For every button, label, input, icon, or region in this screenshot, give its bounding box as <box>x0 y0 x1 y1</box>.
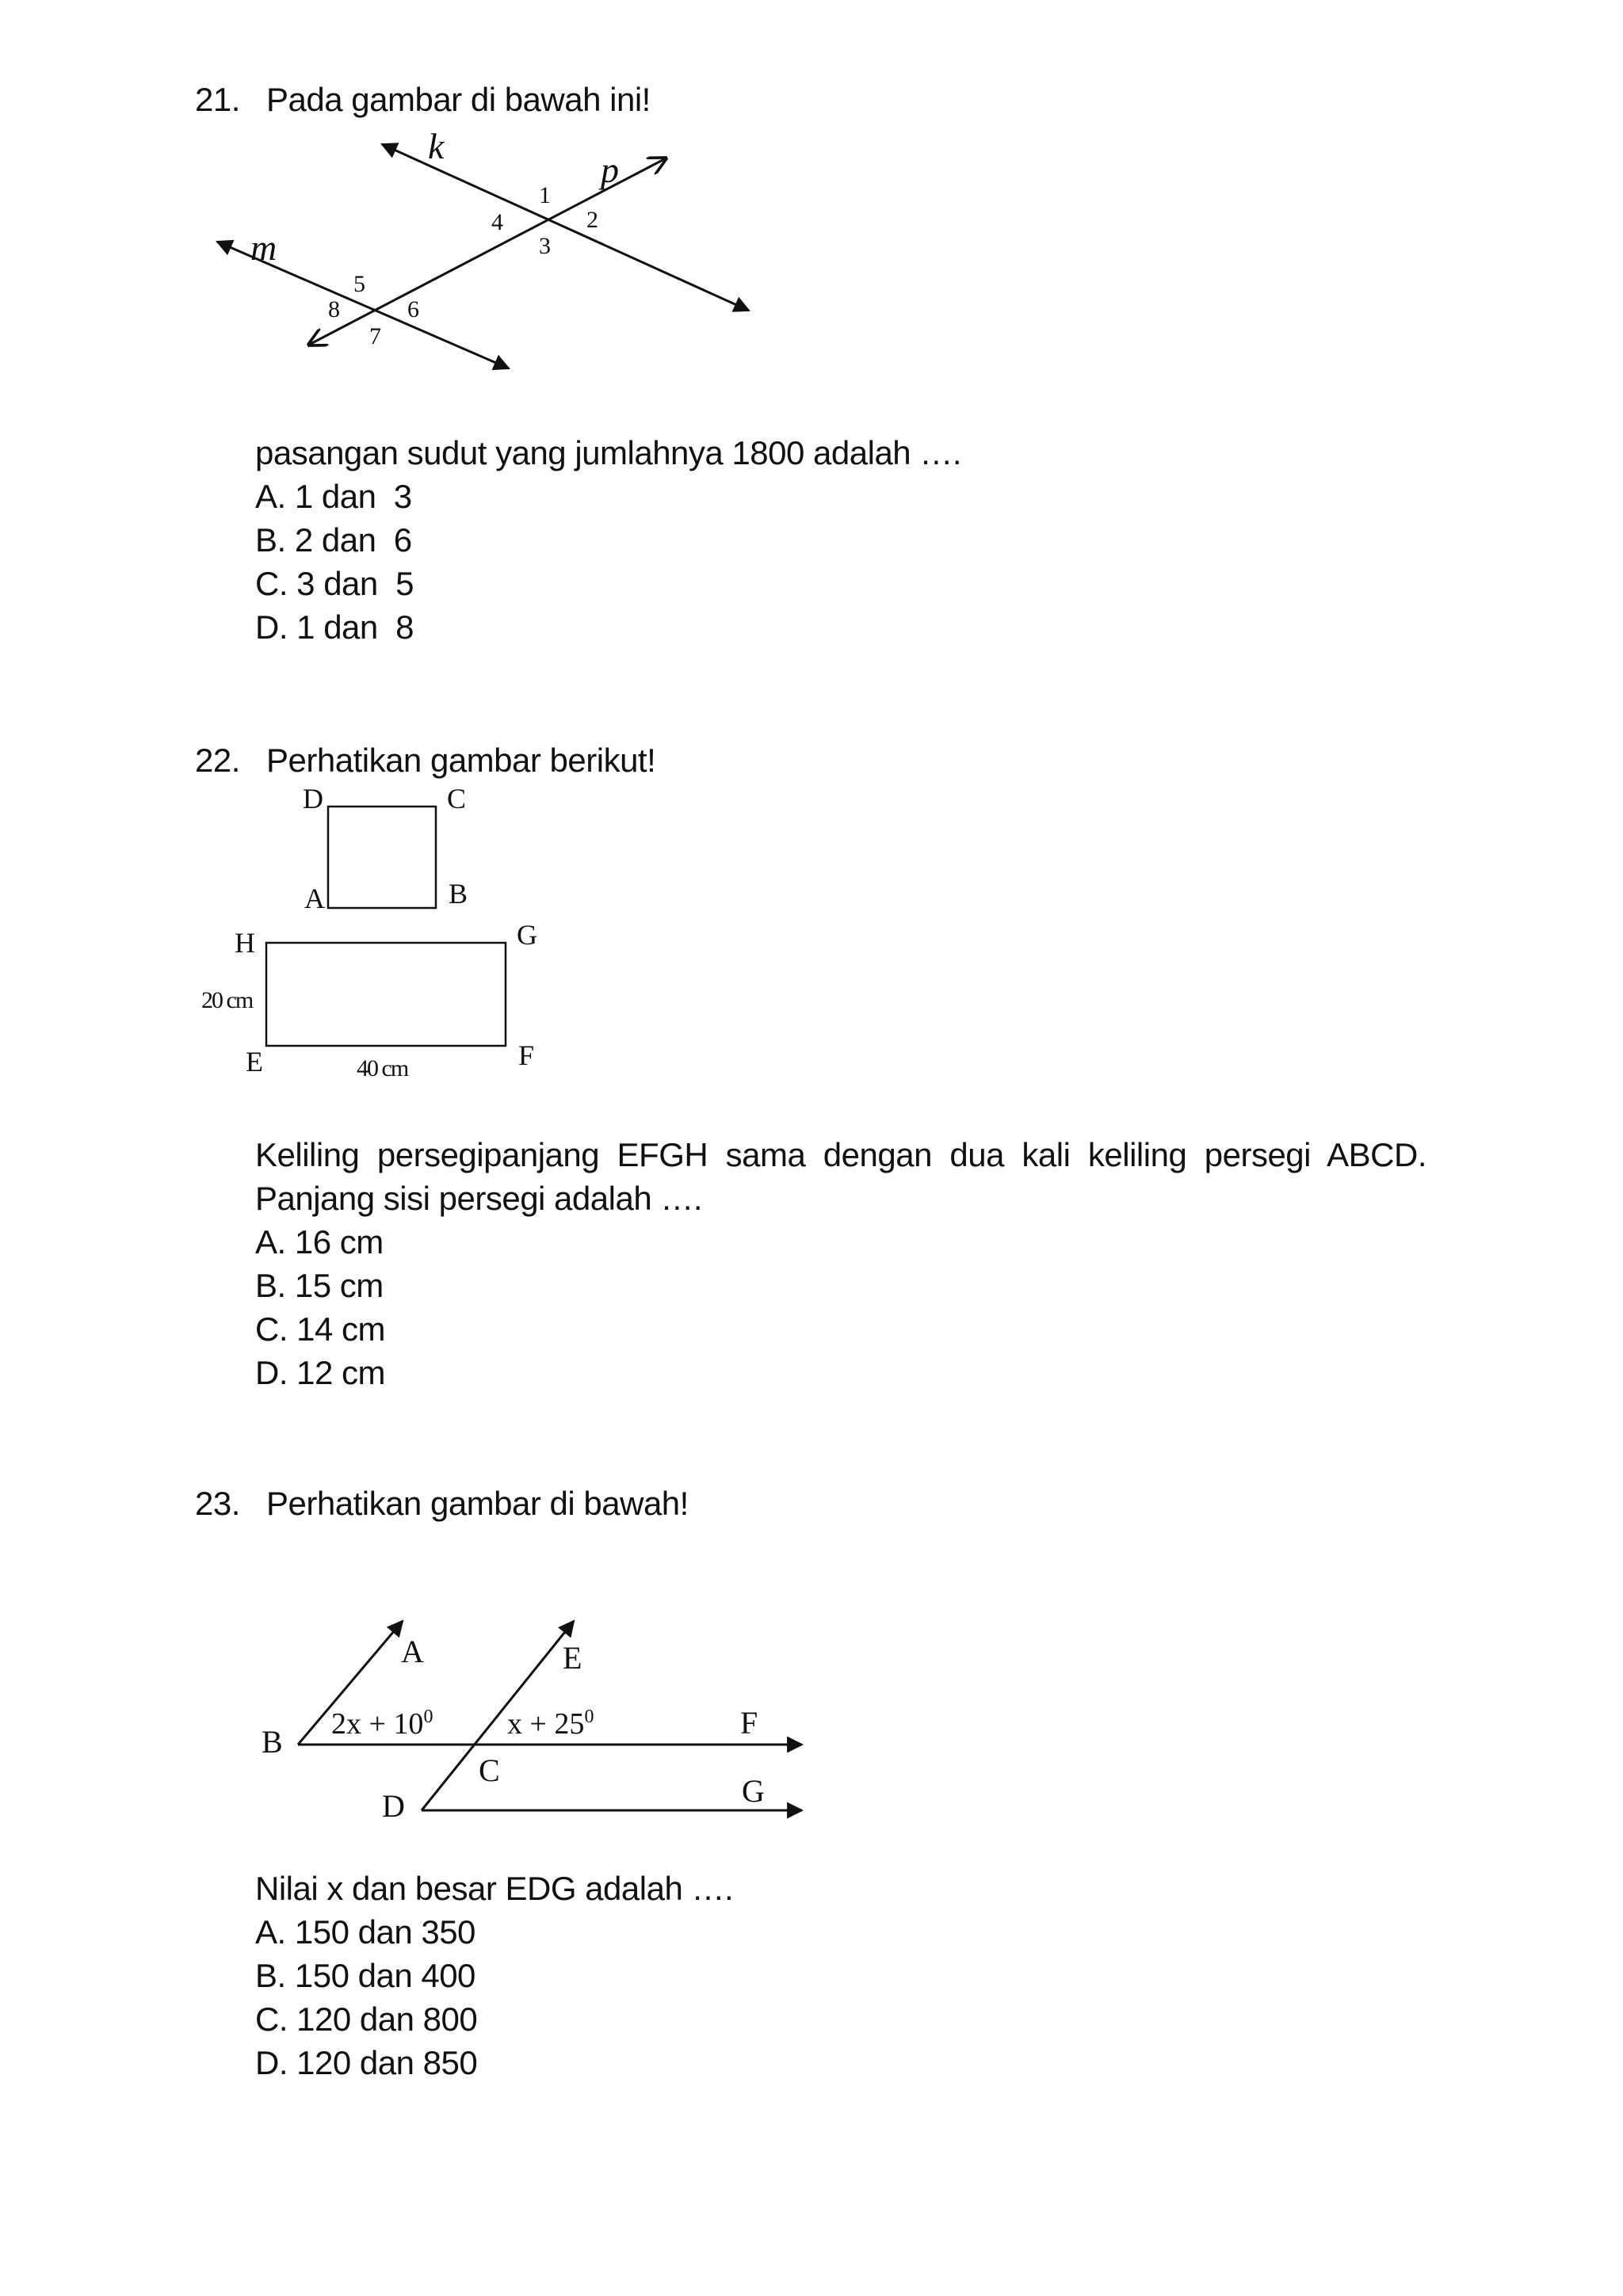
q22-option-a: A. 16 cm <box>255 1223 384 1261</box>
q22-title: Perhatikan gambar berikut! <box>266 742 656 779</box>
label-E: E <box>563 1640 582 1676</box>
q23-figure <box>246 1608 816 1846</box>
angle-7: 7 <box>369 323 381 349</box>
q21-stem: pasangan sudut yang jumlahnya 1800 adalah …. <box>255 434 962 471</box>
angle-1: 1 <box>539 182 551 208</box>
q21-option-c: C. 3 dan 5 <box>255 565 414 602</box>
q23-title: Perhatikan gambar di bawah! <box>266 1485 689 1522</box>
q21-number: 21. <box>195 81 240 118</box>
angle-4: 4 <box>491 209 503 235</box>
angle-2: 2 <box>586 207 598 233</box>
q22-stem-line2: Panjang sisi persegi adalah …. <box>255 1180 703 1217</box>
q22-number: 22. <box>195 742 240 779</box>
angle-expr-1: $2x + 10^0$ <box>331 1707 433 1741</box>
label-m: m <box>250 227 277 268</box>
label-bottom-40cm: 40 cm <box>357 1055 408 1081</box>
q21-option-d: D. 1 dan 8 <box>255 608 414 646</box>
q23-option-a: A. 150 dan 350 <box>255 1913 475 1951</box>
line-k <box>382 144 749 311</box>
angle-6: 6 <box>407 296 419 322</box>
q21-option-b: B. 2 dan 6 <box>255 521 412 559</box>
q21-figure <box>198 127 769 388</box>
label-G: G <box>517 919 537 951</box>
label-B: B <box>262 1724 283 1760</box>
angle-8: 8 <box>328 296 340 322</box>
q22-option-d: D. 12 cm <box>255 1354 386 1391</box>
label-A: A <box>401 1634 424 1669</box>
label-A: A <box>304 883 325 914</box>
label-k: k <box>428 127 445 166</box>
q22-option-b: B. 15 cm <box>255 1267 384 1304</box>
label-F: F <box>518 1039 535 1071</box>
label-F: F <box>740 1705 758 1741</box>
angle-5: 5 <box>353 271 365 297</box>
angle-3: 3 <box>539 233 551 259</box>
angle-expr-2: $x + 25^0$ <box>507 1707 594 1741</box>
label-G: G <box>742 1773 765 1809</box>
label-H: H <box>235 927 255 959</box>
q21-title: Pada gambar di bawah ini! <box>266 81 651 118</box>
label-side-20cm: 20 cm <box>201 987 253 1013</box>
label-C: C <box>447 784 467 814</box>
label-E: E <box>246 1046 263 1077</box>
q22-option-c: C. 14 cm <box>255 1310 386 1348</box>
label-B: B <box>449 878 468 910</box>
label-p: p <box>601 150 619 190</box>
q23-stem: Nilai x dan besar EDG adalah …. <box>255 1870 734 1907</box>
q23-option-b: B. 150 dan 400 <box>255 1957 475 1994</box>
rectangle-efgh <box>266 943 506 1046</box>
q23-option-c: C. 120 dan 800 <box>255 2000 478 2038</box>
q22-stem-line1: Keliling persegipanjang EFGH sama dengan dua kali keliling persegi ABCD. <box>255 1136 1426 1173</box>
q23-number: 23. <box>195 1485 240 1522</box>
q22-figure <box>190 784 571 1085</box>
square-abcd <box>328 807 436 908</box>
label-D: D <box>303 784 323 814</box>
label-C: C <box>479 1753 500 1788</box>
label-D: D <box>382 1788 405 1824</box>
q23-option-d: D. 120 dan 850 <box>255 2044 478 2081</box>
q21-option-a: A. 1 dan 3 <box>255 478 412 515</box>
